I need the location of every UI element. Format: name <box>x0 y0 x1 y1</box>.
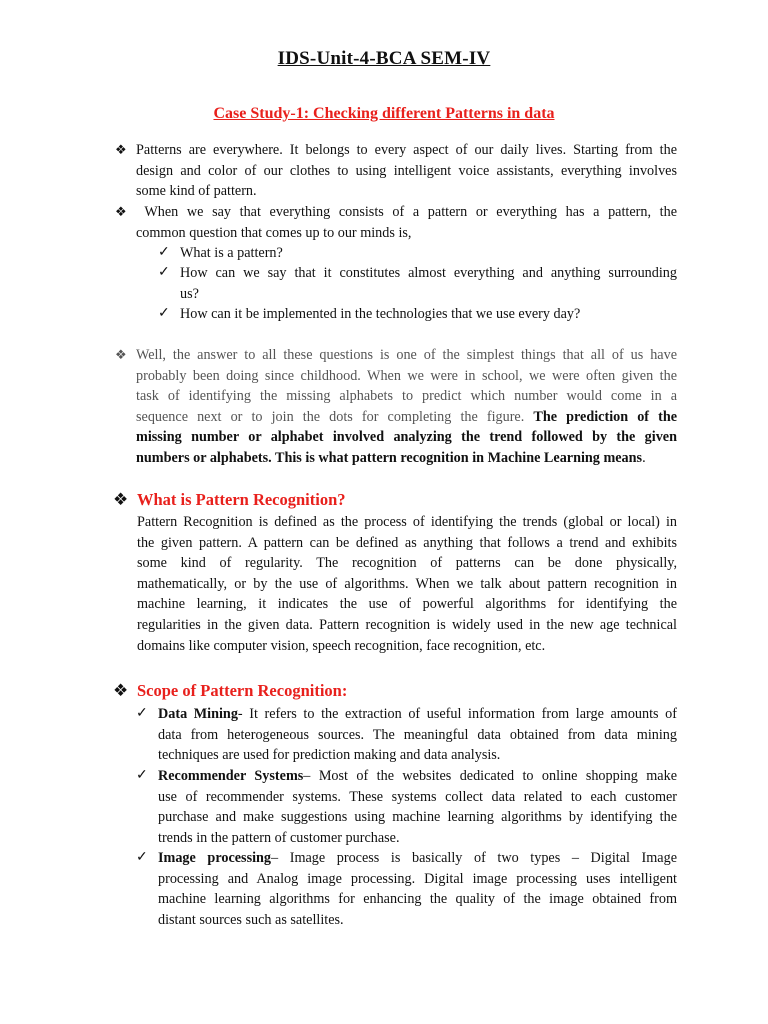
scope-item-data-mining <box>158 704 677 766</box>
scope-item-recommender <box>158 766 677 848</box>
item-term: Data Mining <box>158 706 238 722</box>
text-line <box>158 766 677 787</box>
text-run: . <box>642 449 646 466</box>
text-line: What is a pattern? <box>180 245 283 261</box>
bold-text-run: The prediction of the <box>533 408 678 425</box>
text-line <box>158 848 677 869</box>
bold-text-run: numbers or alphabets. This is what pattern recognition in Machine Learning means <box>136 449 643 466</box>
question-item <box>180 304 677 325</box>
text-line <box>136 407 677 428</box>
text-line: machine learning, it indicates the use of powerful algorithms for identifying the <box>137 596 677 613</box>
item-separator: - <box>237 706 250 722</box>
text-line: missing number or alphabet involved analyzing the trend followed by the given <box>136 429 677 446</box>
text-line: probably been doing since childhood. When we were in school, we were often given the <box>136 367 677 384</box>
text-line: distant sources such as satellites. <box>158 911 344 928</box>
checkmark-icon: ✓ <box>136 850 148 865</box>
text-line: When we say that everything consists of a pattern or everything has a pattern, the <box>136 204 677 220</box>
checkmark-icon: ✓ <box>158 245 170 260</box>
diamond-bullet-icon: ❖ <box>113 490 129 509</box>
checkmark-icon: ✓ <box>158 306 170 321</box>
text-line: machine learning algorithms for enhancing the quality of the image obtained from <box>158 891 677 908</box>
text-run: Most of the websites dedicated to online shopping make <box>318 768 677 784</box>
text-line: task of identifying the missing alphabets to predict which number would come in a <box>136 388 677 405</box>
text-line: techniques are used for prediction making and data analysis. <box>158 747 501 764</box>
checkmark-icon: ✓ <box>136 768 148 783</box>
intro-paragraph-2 <box>136 202 677 243</box>
text-line: common question that comes up to our minds is, <box>136 224 412 241</box>
item-separator: – <box>303 768 319 784</box>
text-line: Well, the answer to all these questions is one of the simplest things that all of us have <box>136 347 677 363</box>
text-line: the given pattern. A pattern can be defined as anything that follows a trend and exhibits <box>137 534 677 551</box>
text-run: Image process is basically of two types – Digital Image <box>289 850 677 866</box>
item-term: Image processing <box>158 850 272 866</box>
text-line: Pattern Recognition is defined as the process of identifying the trends (global or local) in <box>137 514 677 530</box>
case-study-subtitle: Case Study-1: Checking different Patterns in data <box>213 105 555 122</box>
question-item <box>180 263 677 304</box>
diamond-bullet-icon: ❖ <box>115 142 127 157</box>
intro-paragraph-1 <box>136 140 677 202</box>
text-line: regularities in the given data. Pattern recognition is widely used in the new age technical <box>137 616 677 633</box>
text-line: trends in the pattern of customer purchase. <box>158 829 400 846</box>
page-title: IDS-Unit-4-BCA SEM-IV <box>277 48 491 69</box>
text-line <box>158 704 677 725</box>
checkmark-icon: ✓ <box>158 265 170 280</box>
text-run: sequence next or to join the dots for completing the figure. <box>136 408 534 425</box>
text-line: How can we say that it constitutes almost everything and anything surrounding <box>180 265 677 281</box>
text-line <box>136 448 677 469</box>
text-line: processing and Analog image processing. Digital image processing uses intelligent <box>158 870 677 887</box>
text-line: How can it be implemented in the technologies that we use every day? <box>180 306 581 322</box>
diamond-bullet-icon: ❖ <box>113 681 129 700</box>
section-heading-scope: Scope of Pattern Recognition: <box>137 681 348 700</box>
text-line: us? <box>180 285 199 302</box>
section-heading-what-is: What is Pattern Recognition? <box>137 490 346 509</box>
scope-item-image-processing <box>158 848 677 930</box>
section-what-is-body <box>137 512 677 656</box>
text-line: some kind of pattern. <box>136 183 257 200</box>
text-run: It refers to the extraction of useful information from large amounts of <box>249 706 678 722</box>
text-line: mathematically, or by the use of algorithms. When we talk about pattern recognition in <box>137 575 677 592</box>
text-line: design and color of our clothes to using intelligent voice assistants, everything involves <box>136 162 677 179</box>
item-term: Recommender Systems <box>158 768 304 784</box>
diamond-bullet-icon: ❖ <box>115 347 127 362</box>
item-separator: – <box>271 850 290 866</box>
text-line: some kind of regularity. The recognition of patterns can be done physically, <box>137 555 677 572</box>
text-line: data from heterogeneous sources. The meaningful data obtained from data mining <box>158 726 677 743</box>
intro-paragraph-3 <box>136 345 677 469</box>
question-item <box>180 243 677 264</box>
diamond-bullet-icon: ❖ <box>115 204 127 219</box>
text-line: purchase and make suggestions using machine learning algorithms by identifying the <box>158 809 677 826</box>
checkmark-icon: ✓ <box>136 706 148 721</box>
text-line: domains like computer vision, speech recognition, face recognition, etc. <box>137 637 546 654</box>
text-line: use of recommender systems. These systems collect data related to each customer <box>158 788 677 805</box>
text-line: Patterns are everywhere. It belongs to every aspect of our daily lives. Starting from the <box>136 142 677 158</box>
